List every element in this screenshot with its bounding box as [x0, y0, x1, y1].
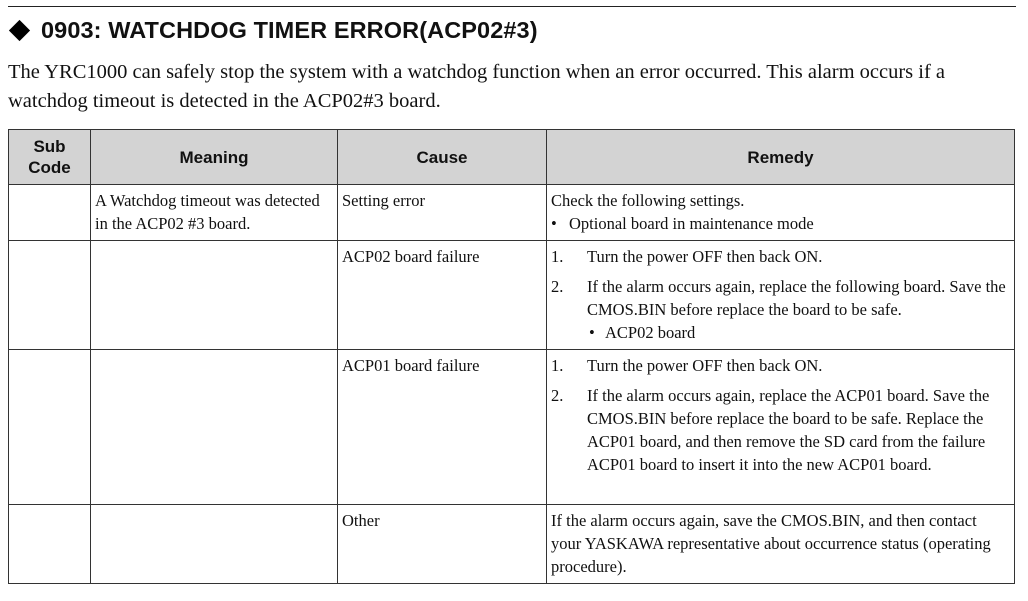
remedy-steps — [551, 245, 1010, 344]
cause-cell: ACP02 board failure — [338, 241, 547, 350]
header-sub-code-line2: Code — [28, 158, 71, 177]
header-meaning: Meaning — [91, 130, 338, 185]
step-text: Turn the power OFF then back ON. — [587, 247, 823, 266]
bullet-icon: • — [589, 323, 595, 342]
remedy-step — [551, 275, 1010, 344]
meaning-cell — [91, 241, 338, 350]
meaning-cell: A Watchdog timeout was detected in the ACP02 #3 board. — [91, 185, 338, 241]
table-header-row — [9, 130, 1015, 185]
step-bullet-text: ACP02 board — [605, 323, 696, 342]
sub-code-cell — [9, 241, 91, 350]
step-text: If the alarm occurs again, replace the following board. Save the CMOS.BIN before replace the board to be safe. — [587, 277, 1006, 319]
remedy-step — [551, 384, 1010, 476]
step-number: 1. — [551, 247, 564, 266]
table-row — [9, 505, 1015, 584]
sub-code-cell — [9, 350, 91, 505]
table-row — [9, 185, 1015, 241]
step-bullet-item — [587, 321, 1010, 344]
header-sub-code — [9, 130, 91, 185]
cause-cell: ACP01 board failure — [338, 350, 547, 505]
meaning-cell — [91, 350, 338, 505]
intro-paragraph: The YRC1000 can safely stop the system with a watchdog function when an error occurred. This alarm occurs if a watchdog timeout is detected in the ACP02#3 board. — [8, 61, 946, 112]
step-number: 2. — [551, 386, 564, 405]
table-row — [9, 241, 1015, 350]
top-divider — [8, 6, 1016, 7]
step-number: 1. — [551, 356, 564, 375]
sub-code-cell — [9, 185, 91, 241]
remedy-cell — [547, 241, 1015, 350]
cause-cell: Other — [338, 505, 547, 584]
header-cause: Cause — [338, 130, 547, 185]
remedy-bullet-item — [551, 212, 1010, 235]
remedy-cell: If the alarm occurs again, save the CMOS.BIN, and then contact your YASKAWA representative about occurrence status (operating procedure). — [547, 505, 1015, 584]
step-text: If the alarm occurs again, replace the ACP01 board. Save the CMOS.BIN before replace the board to be safe. Replace the ACP01 board, and then remove the SD card from the failure ACP01 board to insert it into the new ACP01 board. — [587, 386, 990, 474]
remedy-step — [551, 354, 1010, 377]
step-number: 2. — [551, 277, 564, 296]
remedy-cell — [547, 350, 1015, 505]
remedy-bullet-text: Optional board in maintenance mode — [569, 214, 814, 233]
header-sub-code-line1: Sub — [33, 137, 66, 156]
bullet-icon: • — [551, 214, 557, 233]
sub-code-cell — [9, 505, 91, 584]
remedy-step — [551, 245, 1010, 268]
remedy-cell — [547, 185, 1015, 241]
table-row — [9, 350, 1015, 505]
header-remedy: Remedy — [547, 130, 1015, 185]
alarm-heading — [8, 14, 538, 46]
meaning-cell — [91, 505, 338, 584]
cause-cell: Setting error — [338, 185, 547, 241]
alarm-title: 0903: WATCHDOG TIMER ERROR(ACP02#3) — [41, 16, 538, 43]
alarm-table — [8, 129, 1015, 584]
remedy-steps — [551, 354, 1010, 476]
remedy-text: Check the following settings. — [551, 191, 745, 210]
diamond-bullet-icon — [9, 19, 30, 40]
step-text: Turn the power OFF then back ON. — [587, 356, 823, 375]
